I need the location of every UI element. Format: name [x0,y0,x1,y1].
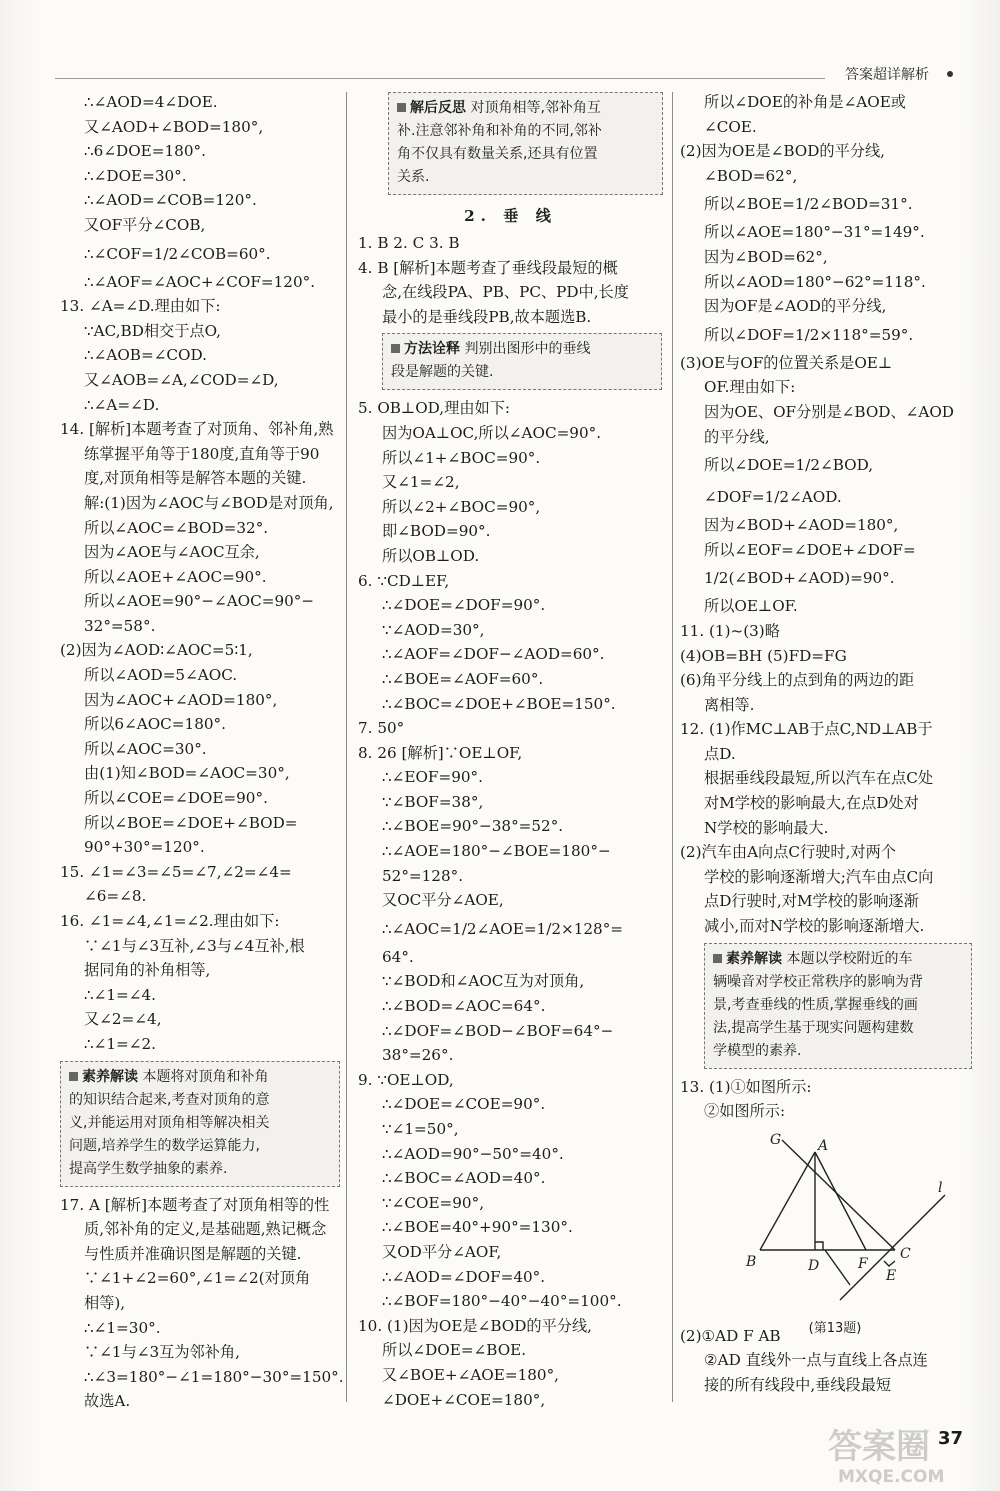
box-line: 提高学生数学抽象的素养. [69,1160,228,1177]
text-line: 点D行驶时,对M学校的影响逐渐 [704,892,919,911]
text-line: 所以∠AOD=180°−62°=118°. [704,272,926,291]
text-line: 减小,而对N学校的影响逐渐增大. [704,917,925,936]
label-l: l [938,1179,943,1196]
box-line: 学模型的素养. [713,1042,802,1059]
text-line: (3)OE与OF的位置关系是OE⊥ [680,353,893,372]
text-line: ∵∠1+∠2=60°,∠1=∠2(对顶角 [84,1269,311,1288]
box-line: 关系. [397,169,430,185]
text-line: ∵∠1=50°, [382,1120,459,1138]
text-line: 14. [解析]本题考查了对顶角、邻补角,熟 [60,420,334,439]
box-line: 段是解题的关键. [391,364,494,381]
box-method [382,333,662,390]
text-line: 点D. [704,744,736,763]
text-line: 所以∠DOE=1/2∠BOD, [704,456,874,475]
text-line: 9. ∵OE⊥OD, [358,1070,454,1089]
text-line: 所以∠AOE+∠AOC=90°. [84,567,267,586]
text-line: 8. 26 [解析]∵OE⊥OF, [358,743,523,762]
text-line: 38°=26°. [382,1046,454,1065]
header-title: 答案超详解析 [845,67,929,83]
text-line: ∴∠DOE=30°. [84,166,187,185]
text-line: ∴∠AOB=∠COD. [84,346,207,365]
text-line: ∵∠AOD=30°, [382,620,485,639]
text-line: 所以∠AOC=∠BOD=32°. [84,518,269,537]
text-line: 所以∠DOF=1/2×118°=59°. [704,325,914,344]
text-line: (2)①AD F AB [680,1326,781,1345]
text-line: 所以OB⊥OD. [382,546,480,565]
text-line: ∴∠BOD=∠AOC=64°. [382,997,546,1016]
text-line: ∴∠BOC=∠DOE+∠BOE=150°. [382,694,616,713]
text-line: 32°=58°. [84,616,156,635]
text-line: 又∠BOE+∠AOE=180°, [382,1365,559,1384]
text-line: 所以∠COE=∠DOE=90°. [84,789,268,808]
column-1 [60,90,344,1414]
text-line: ∴∠AOD=∠COB=120°. [84,191,257,210]
text-line: 因为∠BOD=62°, [704,247,828,266]
text-line: ∴∠AOD=∠DOF=40°. [382,1267,546,1286]
box-line: 问题,培养学生的数学运算能力, [69,1137,260,1154]
right-angle-e [884,1261,895,1266]
header-bullet-icon [947,71,953,77]
text-line: 最小的是垂线段PB,故本题选B. [382,307,592,326]
text-line: ∴∠EOF=90°. [382,768,483,787]
text-line: 由(1)知∠BOD=∠AOC=30°, [84,764,290,783]
text-line: (2)因为∠AOD∶∠AOC=5∶1, [60,641,253,660]
text-line: ∴∠AOC=1/2∠AOE=1/2×128°= [382,919,624,938]
text-line: 解:(1)因为∠AOC与∠BOD是对顶角, [84,493,334,512]
text-line: OF.理由如下: [704,378,796,397]
column-2-lines-b [358,396,663,1412]
box-text: 本题将对顶角和补角 [142,1068,269,1085]
text-line: ∠DOF=1/2∠AOD. [704,488,842,507]
figure-caption: (第13题) [808,1321,862,1337]
text-line: 12. (1)作MC⊥AB于点C,ND⊥AB于 [680,720,933,739]
box-literacy-2 [704,943,972,1069]
text-line: 90°+30°=120°. [84,838,205,857]
text-line: 4. B [解析]本题考查了垂线段最短的概 [358,258,618,277]
text-line: ∴∠1=∠4. [84,985,156,1004]
text-line: 故选A. [84,1392,131,1411]
text-line: ∵∠BOF=38°, [382,792,484,811]
text-line: 又OF平分∠COB, [84,215,206,234]
label-e: E [886,1267,897,1284]
text-line: 度,对顶角相等是解答本题的关键. [84,469,307,488]
text-line: 又∠AOD+∠BOD=180°, [84,117,264,136]
watermark-logo [818,1418,988,1488]
geometry-figure [710,1130,960,1337]
text-line: 所以∠2+∠BOC=90°, [382,497,541,516]
box-reflection [388,92,663,195]
text-line: N学校的影响最大. [704,818,829,837]
label-g: G [770,1131,782,1148]
text-line: ∠6=∠8. [84,887,147,906]
box-line [391,338,653,361]
text-line: 所以6∠AOC=180°. [84,715,226,734]
text-line: 即∠BOD=90°. [382,522,491,541]
text-line: 因为OE、OF分别是∠BOD、∠AOD [704,402,954,421]
text-line: 因为OA⊥OC,所以∠AOC=90°. [382,423,602,442]
header-rule [55,78,825,79]
text-line: 的平分线, [704,427,770,446]
label-a: A [818,1137,829,1154]
text-line: (2)汽车由A向点C行驶时,对两个 [680,843,896,862]
text-line: 练掌握平角等于180度,直角等于90 [84,444,320,463]
text-line: ∴∠AOF=∠AOC+∠COF=120°. [84,272,316,291]
text-line: 1. B 2. C 3. B [358,234,460,252]
right-angle-d [815,1242,823,1250]
watermark-url: MXQE.COM [838,1467,945,1487]
text-line: ∴∠DOE=∠DOF=90°. [382,596,546,615]
text-line: ②如图所示: [704,1102,786,1121]
text-line: 16. ∠1=∠4,∠1=∠2.理由如下: [60,912,280,930]
text-line: ②AD 直线外一点与直线上各点连 [704,1351,928,1370]
box-head: 方法诠释 [391,341,460,357]
geometry-figure-svg [710,1130,960,1310]
text-line: ∴6∠DOE=180°. [84,142,206,161]
text-line: ∴∠DOE=∠COE=90°. [382,1095,546,1114]
text-line: 相等), [84,1293,126,1312]
text-line: 所以∠DOE=∠BOE. [382,1341,527,1360]
line-l [840,1195,945,1300]
text-line: 13. ∠A=∠D.理由如下: [60,297,221,316]
text-line: 又∠1=∠2, [382,473,460,492]
text-line: ∴∠BOE=40°+90°=130°. [382,1218,573,1237]
text-line: ∴∠AOF=∠DOF−∠AOD=60°. [382,645,605,664]
column-3 [680,90,970,1398]
box-head: 素养解读 [69,1069,138,1085]
text-line: 又OD平分∠AOF, [382,1242,502,1261]
text-line: 6. ∵CD⊥EF, [358,571,450,590]
page-number: 37 [938,1428,964,1449]
text-line: 7. 50° [358,719,405,738]
text-line: 念,在线段PA、PB、PC、PD中,长度 [382,283,629,302]
text-line: (2)因为OE是∠BOD的平分线, [680,142,885,161]
box-text: 对顶角相等,邻补角互 [470,100,601,116]
text-line: 所以∠BOE=1/2∠BOD=31°. [704,195,913,214]
box-line: 义,并能运用对顶角相等解决相关 [69,1114,270,1131]
text-line: (4)OB=BH (5)FD=FG [680,646,847,665]
extra-line [825,1250,850,1285]
box-line [397,97,654,120]
column-2-lines-a [358,231,663,329]
text-line: 所以∠AOC=30°. [84,739,207,758]
text-line: ∴∠3=180°−∠1=180°−30°=150°. [84,1367,344,1386]
text-line: ∵∠1与∠3互为邻补角, [84,1343,240,1362]
text-line: 因为∠AOC+∠AOD=180°, [84,690,278,709]
text-line: ∠DOE+∠COE=180°, [382,1390,546,1409]
text-line: ∵∠1与∠3互补,∠3与∠4互补,根 [84,936,305,955]
text-line: 64°. [382,947,414,966]
text-line: 又∠2=∠4, [84,1010,162,1029]
box-line [713,948,963,971]
text-line: ∴∠BOE=90°−38°=52°. [382,817,564,836]
text-line: 与性质并准确识图是解题的关键. [84,1244,302,1263]
box-literacy-1 [60,1061,340,1187]
column-2 [358,90,663,1412]
text-line: ∴∠DOF=∠BOD−∠BOF=64°− [382,1021,614,1040]
column-divider-1 [346,92,347,1402]
text-line: (6)角平分线上的点到角的两边的距 [680,671,915,690]
text-line: 所以∠1+∠BOC=90°. [382,448,541,467]
text-line: 1/2(∠BOD+∠AOD)=90°. [704,569,895,588]
text-line: 所以∠DOE的补角是∠AOE或 [704,93,906,111]
text-line: 所以∠BOE=∠DOE+∠BOD= [84,813,298,832]
box-text: 本题以学校附近的车 [786,950,913,967]
text-line: 所以∠AOE=180°−31°=149°. [704,223,925,242]
column-1-lines-b [60,1193,344,1414]
text-line: 17. A [解析]本题考查了对顶角相等的性 [60,1195,330,1214]
text-line: ∴∠1=30°. [84,1318,161,1337]
text-line: ∴∠1=∠2. [84,1034,156,1053]
text-line: 对M学校的影响最大,在点D处对 [704,794,919,813]
text-line: 5. OB⊥OD,理由如下: [358,399,510,418]
box-line: 的知识结合起来,考查对顶角的意 [69,1091,270,1108]
text-line: 15. ∠1=∠3=∠5=∠7,∠2=∠4= [60,862,292,881]
text-line: ∴∠BOC=∠AOD=40°. [382,1169,546,1188]
text-line: 又OC平分∠AOE, [382,891,504,910]
text-line: 所以OE⊥OF. [704,597,798,616]
box-line: 角不仅具有数量关系,还具有位置 [397,146,598,162]
text-line: 13. (1)①如图所示: [680,1077,812,1096]
text-line: ∵∠COE=90°, [382,1193,485,1212]
text-line: 又∠AOB=∠A,∠COD=∠D, [84,370,279,389]
text-line: ∵∠BOD和∠AOC互为对顶角, [382,972,585,991]
text-line: 因为∠BOD+∠AOD=180°, [704,516,899,535]
text-line: ∴∠COF=1/2∠COB=60°. [84,244,271,263]
box-line: 法,提高学生基于现实问题构建数 [713,1019,914,1036]
column-divider-2 [672,92,673,1402]
box-text: 判别出图形中的垂线 [464,341,591,358]
column-3-lines-a [680,90,970,939]
text-line: ∴∠A=∠D. [84,395,160,414]
box-head: 素养解读 [713,951,782,967]
label-f: F [858,1255,868,1272]
text-line: 10. (1)因为OE是∠BOD的平分线, [358,1316,592,1335]
column-3-lines-b [680,1075,970,1124]
text-line: ∴∠BOE=∠AOF=60°. [382,669,544,688]
segment-ba [760,1152,815,1250]
text-line: ∴∠AOE=180°−∠BOE=180°− [382,842,611,861]
text-line: ∠COE. [704,117,757,136]
box-line [69,1066,331,1089]
text-line: 离相等. [704,695,755,714]
column-1-lines [60,90,340,1057]
label-c: C [900,1245,911,1262]
box-line: 补.注意邻补角和补角的不同,邻补 [397,123,602,139]
segment-af [815,1152,866,1250]
label-d: D [808,1257,820,1274]
box-line: 景,考查垂线的性质,掌握垂线的画 [713,996,918,1013]
box-head: 解后反思 [397,100,466,116]
text-line: 质,邻补角的定义,是基础题,熟记概念 [84,1220,327,1239]
line-ga [782,1137,895,1250]
text-line: 接的所有线段中,垂线段最短 [704,1376,892,1394]
text-line: ∴∠AOD=90°−50°=40°. [382,1144,564,1163]
text-line: 根据垂线段最短,所以汽车在点C处 [704,769,934,788]
text-line: ∴∠AOD=4∠DOE. [84,93,218,111]
text-line: 所以∠EOF=∠DOE+∠DOF= [704,540,916,559]
box-line: 辆噪音对学校正常秩序的影响为背 [713,973,923,990]
text-line: 因为OF是∠AOD的平分线, [704,297,887,316]
text-line: 11. (1)~(3)略 [680,621,780,640]
text-line: ∠BOD=62°, [704,166,798,185]
text-line: 所以∠AOD=5∠AOC. [84,666,238,685]
text-line: 52°=128°. [382,866,464,885]
text-line: 所以∠AOE=90°−∠AOC=90°− [84,592,315,611]
text-line: ∴∠BOF=180°−40°−40°=100°. [382,1292,622,1311]
watermark-text: 答案圈 [828,1427,930,1467]
label-b: B [746,1253,757,1270]
section-title: 2. 垂 线 [464,207,557,225]
text-line: 据同角的补角相等, [84,961,211,980]
text-line: 学校的影响逐渐增大;汽车由点C向 [704,867,934,886]
text-line: 因为∠AOE与∠AOC互余, [84,543,260,562]
text-line: ∵AC,BD相交于点O, [84,321,222,340]
